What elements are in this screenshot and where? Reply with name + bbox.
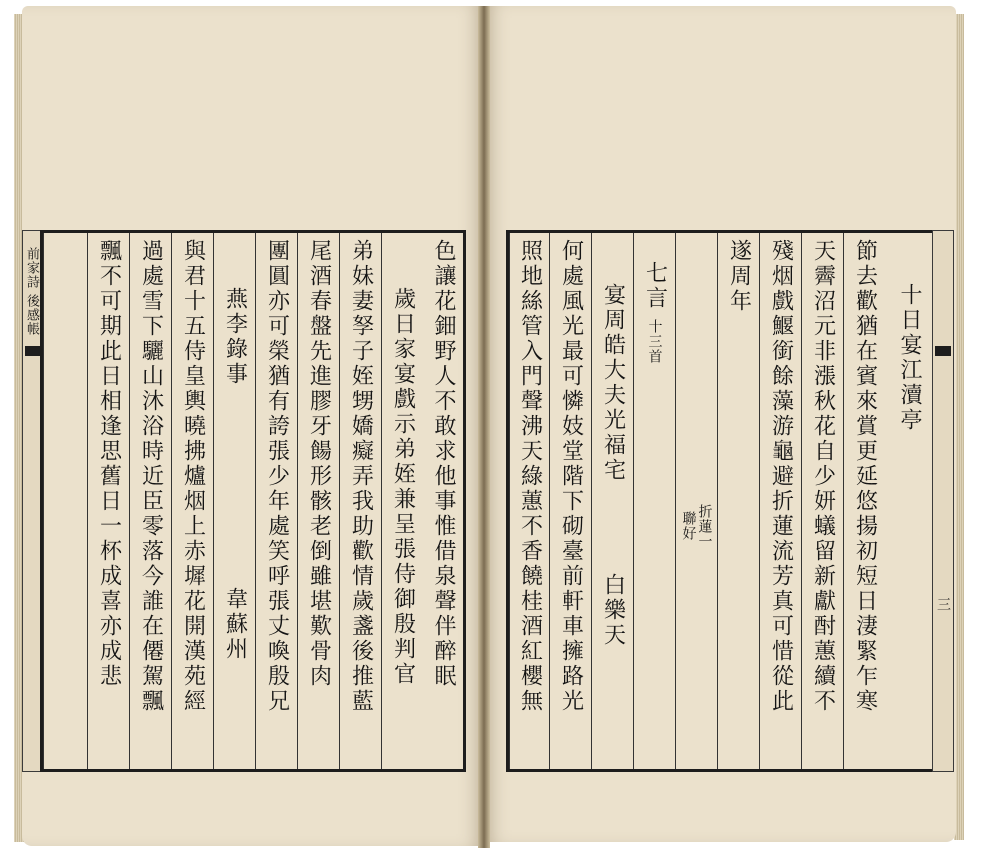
right-fold-column — [932, 230, 954, 772]
poem-title: 宴周皓大夫光福宅 — [600, 283, 626, 483]
text-column — [255, 233, 297, 769]
text-column — [675, 233, 717, 769]
column-text: 色讓花鈿野人不敢求他事惟借泉聲伴醉眠 — [431, 239, 456, 689]
text-column — [423, 233, 463, 769]
text-column — [381, 233, 423, 769]
column-text: 殘烟戲鰋銜餘藻游龜避折蓮流芳真可惜從此 — [768, 239, 794, 714]
text-column — [759, 233, 801, 769]
text-column — [43, 233, 87, 769]
poem-author: 白樂天 — [600, 573, 626, 648]
text-column — [549, 233, 591, 769]
text-column — [509, 233, 549, 769]
small-note: 聯好 — [680, 511, 697, 541]
text-column — [171, 233, 213, 769]
small-note: 十三首 — [646, 319, 663, 364]
poem-title: 燕李錄事 — [222, 287, 248, 387]
text-column — [885, 233, 933, 769]
poem-title: 歲日家宴戲示弟姪兼呈張侍御殷判官 — [390, 287, 416, 687]
fishtail-mark — [25, 346, 41, 356]
column-text: 尾酒春盤先進膠牙餳形骸老倒雖堪歎骨肉 — [306, 239, 332, 689]
column-text: 與君十五侍皇輿曉拂爐烟上赤墀花開漢苑經 — [180, 239, 206, 714]
column-text: 天霽沼元非漲秋花自少妍蟻留新獻酎蕙續不 — [810, 239, 836, 714]
text-column — [87, 233, 129, 769]
fishtail-mark — [935, 346, 951, 356]
section-heading: 七言 — [642, 261, 668, 311]
column-text: 何處風光最可憐妓堂階下砌臺前軒車擁路光 — [558, 239, 584, 714]
text-column — [129, 233, 171, 769]
text-column — [213, 233, 255, 769]
right-text-frame — [506, 230, 936, 772]
fold-title: 前家詩 後感帳 — [24, 247, 39, 337]
text-column — [633, 233, 675, 769]
small-note: 折蓮一 — [696, 503, 713, 549]
poem-author: 韋蘇州 — [222, 587, 248, 662]
text-column — [801, 233, 843, 769]
book-gutter — [478, 6, 490, 848]
column-text: 團圓亦可榮猶有誇張少年處笑呼張丈喚殷兄 — [264, 239, 290, 714]
column-text: 照地絲管入門聲沸天綠蕙不香饒桂酒紅櫻無 — [517, 239, 543, 714]
text-column — [339, 233, 381, 769]
column-text: 過處雪下驪山沐浴時近臣零落今誰在僊駕飄 — [138, 239, 164, 714]
left-text-frame — [40, 230, 466, 772]
text-column — [297, 233, 339, 769]
column-text: 飄不可期此日相逢思舊日一杯成喜亦成悲 — [96, 239, 122, 689]
text-column — [591, 233, 633, 769]
folio-number: 三 — [935, 597, 951, 612]
column-text: 節去歡猶在賓來賞更延悠揚初短日淒緊乍寒 — [852, 239, 878, 714]
poem-title: 十日宴江瀆亭 — [897, 283, 922, 433]
column-text: 遂周年 — [726, 239, 752, 314]
text-column — [717, 233, 759, 769]
text-column — [843, 233, 885, 769]
column-text: 弟妹妻孥子姪甥嬌癡弄我助歡情歲盞後推藍 — [348, 239, 374, 714]
